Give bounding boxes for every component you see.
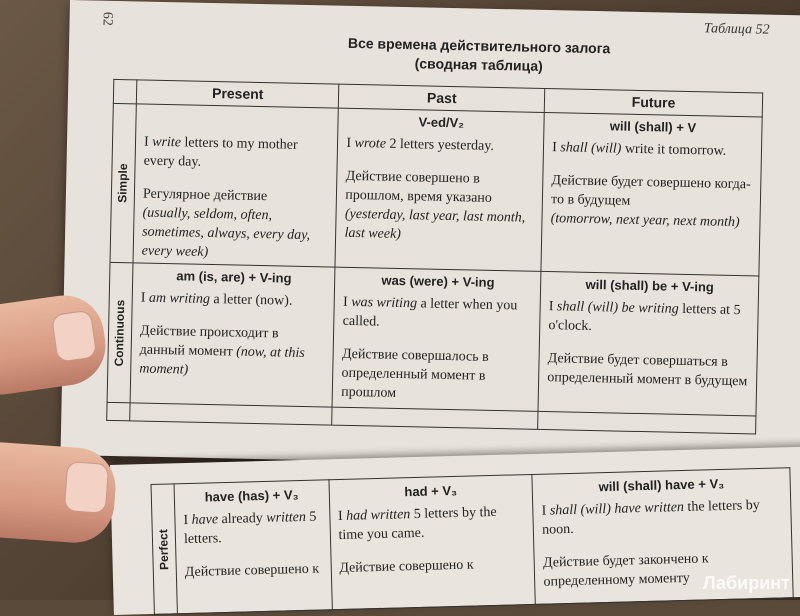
cell-past-perfect bbox=[329, 474, 536, 609]
example: I wrote 2 letters yesterday. bbox=[346, 135, 495, 154]
example: I was writing a letter when you called. bbox=[342, 294, 518, 330]
usage-note: Действие совершено к bbox=[339, 557, 474, 577]
example: I had written 5 letters by the time you came. bbox=[337, 504, 497, 544]
fingernail-icon bbox=[51, 310, 97, 363]
page-number: 62 bbox=[99, 11, 115, 26]
cell-past-simple bbox=[335, 108, 544, 271]
formula: will (shall) + V bbox=[609, 118, 697, 136]
row-simple bbox=[110, 103, 762, 276]
formula: was (were) + V-ing bbox=[381, 272, 495, 290]
formula: will (shall) be + V-ing bbox=[585, 276, 714, 295]
book-page-upper bbox=[60, 0, 800, 470]
column-header-future: Future bbox=[544, 88, 762, 117]
row-continuous bbox=[107, 262, 759, 416]
example: I shall (will) be writing letters at 5 o'clock. bbox=[548, 299, 741, 334]
cell-future-simple bbox=[541, 112, 762, 276]
row-label-continuous: Continuous bbox=[107, 262, 133, 402]
cell-past-continuous bbox=[332, 267, 541, 411]
corner-cell bbox=[113, 79, 136, 103]
usage-note: Действие будет совершаться в определенный момент в будущем bbox=[547, 351, 748, 390]
cell-present-continuous bbox=[130, 263, 335, 407]
title-line-2: (сводная таблица) bbox=[414, 55, 543, 74]
cell-present-perfect bbox=[174, 480, 332, 614]
row-label-simple: Simple bbox=[110, 103, 136, 262]
usage-note: Действие совершено к bbox=[184, 561, 320, 581]
finger-lower bbox=[0, 440, 118, 546]
formula: V-ed/V₂ bbox=[418, 114, 465, 131]
usage-note: Действие будет совершено когда-то в будущем (tomorrow, next year, next month) bbox=[550, 173, 751, 231]
usage-note: Действие будет закончено к определенному моменту bbox=[542, 551, 709, 590]
title-line-1: Все времена действительного залога bbox=[347, 34, 611, 57]
example: I shall (will) write it tomorrow. bbox=[552, 140, 727, 159]
example: I write letters to my mother every day. bbox=[143, 134, 298, 170]
cell-future-continuous bbox=[538, 271, 759, 416]
row-label-perfect: Perfect bbox=[151, 484, 177, 615]
column-header-past: Past bbox=[339, 84, 545, 112]
example: I am writing a letter (now). bbox=[140, 290, 293, 309]
usage-note: Действие совершалось в определенный момент в прошлом bbox=[341, 346, 489, 401]
formula: will (shall) have + V₃ bbox=[598, 475, 725, 495]
table-label: Таблица 52 bbox=[703, 21, 770, 38]
formula: am (is, are) + V-ing bbox=[176, 268, 292, 286]
row-perfect bbox=[151, 468, 793, 615]
fingernail-icon bbox=[64, 461, 109, 514]
usage-note: Действие происходит в данный момент (now, at this moment) bbox=[139, 323, 305, 378]
cell-present-simple bbox=[133, 104, 339, 267]
perfect-table bbox=[151, 467, 794, 615]
book-page-lower bbox=[110, 447, 800, 615]
tenses-table bbox=[106, 79, 763, 435]
page-title bbox=[309, 33, 650, 78]
column-header-present: Present bbox=[136, 80, 339, 108]
example: I shall (will) have written the letters by noon. bbox=[541, 498, 760, 538]
usage-note: Регулярное действие (usually, seldom, often, sometimes, always, every day, every week) bbox=[141, 186, 311, 260]
example: I have already written 5 letters. bbox=[183, 509, 317, 548]
usage-note: Действие совершено в прошлом, время указано (yesterday, last year, last month, last week) bbox=[344, 168, 526, 242]
formula: had + V₃ bbox=[404, 482, 458, 500]
watermark-logo: Лабиринт bbox=[702, 573, 790, 593]
formula: have (has) + V₃ bbox=[204, 487, 299, 505]
